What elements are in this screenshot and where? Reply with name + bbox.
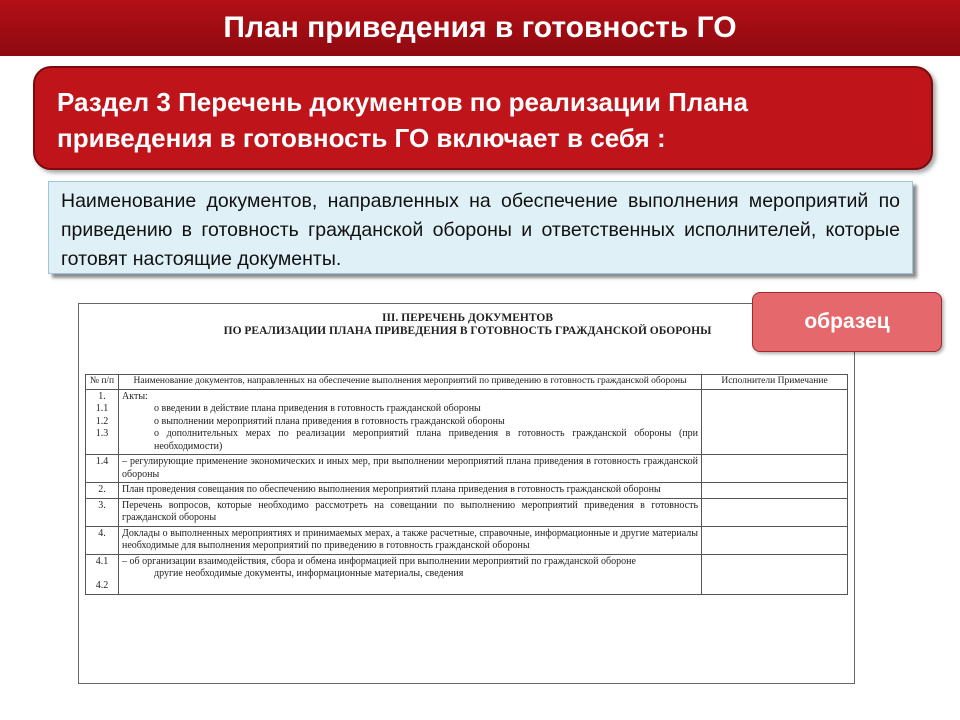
row-num: 1.	[98, 390, 106, 402]
row-text: о введении в действие плана приведения в готовность гражданской обороны	[154, 403, 481, 414]
table-header-row	[86, 375, 848, 390]
row-text: – об организации взаимодействия, сбора и обмена информацией при выполнении мероприятий по гражданской обороне	[122, 555, 636, 567]
row-num: 4.1	[95, 555, 109, 567]
row-num: 3.	[86, 498, 119, 526]
header-num: № п/п	[86, 375, 119, 390]
row-num: 1.1	[95, 403, 109, 414]
document-heading	[79, 312, 855, 338]
header-executors: Исполнители Примечание	[702, 375, 848, 390]
title-bar	[0, 0, 960, 56]
row-num: 1.2	[95, 415, 109, 427]
row-num: 1.4	[86, 455, 119, 483]
row-num: 1.3	[95, 428, 109, 439]
row-text: Доклады о выполненных мероприятиях и принимаемых мерах, а также расчетные, справочные, информационные и другие материалы необходимые для выполнения мероприятий по приведению в готовность гражданской обороны	[119, 526, 702, 554]
table-row	[86, 455, 848, 483]
sample-label: образец	[804, 310, 890, 333]
row-text: о дополнительных мерах по реализации мероприятий плана приведения в готовность гражданской обороны (при необходимости)	[154, 428, 698, 452]
table-row	[86, 389, 848, 455]
page-title: План приведения в готовность ГО	[223, 11, 737, 44]
table-row	[86, 483, 848, 499]
row-text: План проведения совещания по обеспечению выполнения мероприятий плана приведения в готовность гражданской обороны	[119, 483, 702, 499]
description-box	[48, 181, 913, 274]
row-num: 2.	[86, 483, 119, 499]
table-row	[86, 526, 848, 554]
table-row	[86, 554, 848, 594]
row-text: другие необходимые документы, информационные материалы, сведения	[154, 568, 464, 579]
row-text: о выполнении мероприятий плана приведения в готовность гражданской обороны	[154, 415, 505, 427]
sample-badge	[752, 292, 942, 352]
section-heading-line-1: Раздел 3 Перечень документов по реализации Плана	[57, 87, 748, 117]
row-text: – регулирующие применение экономических и иных мер, при выполнении мероприятий плана приведения в готовность гражданской обороны	[119, 455, 702, 483]
row-text: Перечень вопросов, которые необходимо рассмотреть на совещании по выполнению мероприятий приведения в готовность гражданской обороны	[119, 498, 702, 526]
document-sample	[78, 303, 855, 684]
section-heading	[35, 68, 931, 156]
table-row	[86, 498, 848, 526]
row-num: 4.2	[95, 580, 109, 591]
header-name: Наименование документов, направленных на обеспечение выполнения мероприятий по приведению в готовность гражданской обороны	[119, 375, 702, 390]
document-heading-line-2: ПО РЕАЛИЗАЦИИ ПЛАНА ПРИВЕДЕНИЯ В ГОТОВНОСТЬ ГРАЖДАНСКОЙ ОБОРОНЫ	[223, 325, 712, 337]
section-heading-box	[33, 66, 933, 170]
document-heading-line-1: III. ПЕРЕЧЕНЬ ДОКУМЕНТОВ	[381, 312, 554, 324]
documents-table	[85, 374, 848, 595]
row-text: Акты:	[122, 390, 148, 402]
description-text: Наименование документов, направленных на обеспечение выполнения мероприятий по приведению в готовность гражданской обороны и ответственных исполнителей, которые готовят настоящие документы.	[61, 190, 900, 270]
section-heading-line-2: приведения в готовность ГО включает в себя :	[57, 123, 666, 153]
row-num: 4.	[86, 526, 119, 554]
